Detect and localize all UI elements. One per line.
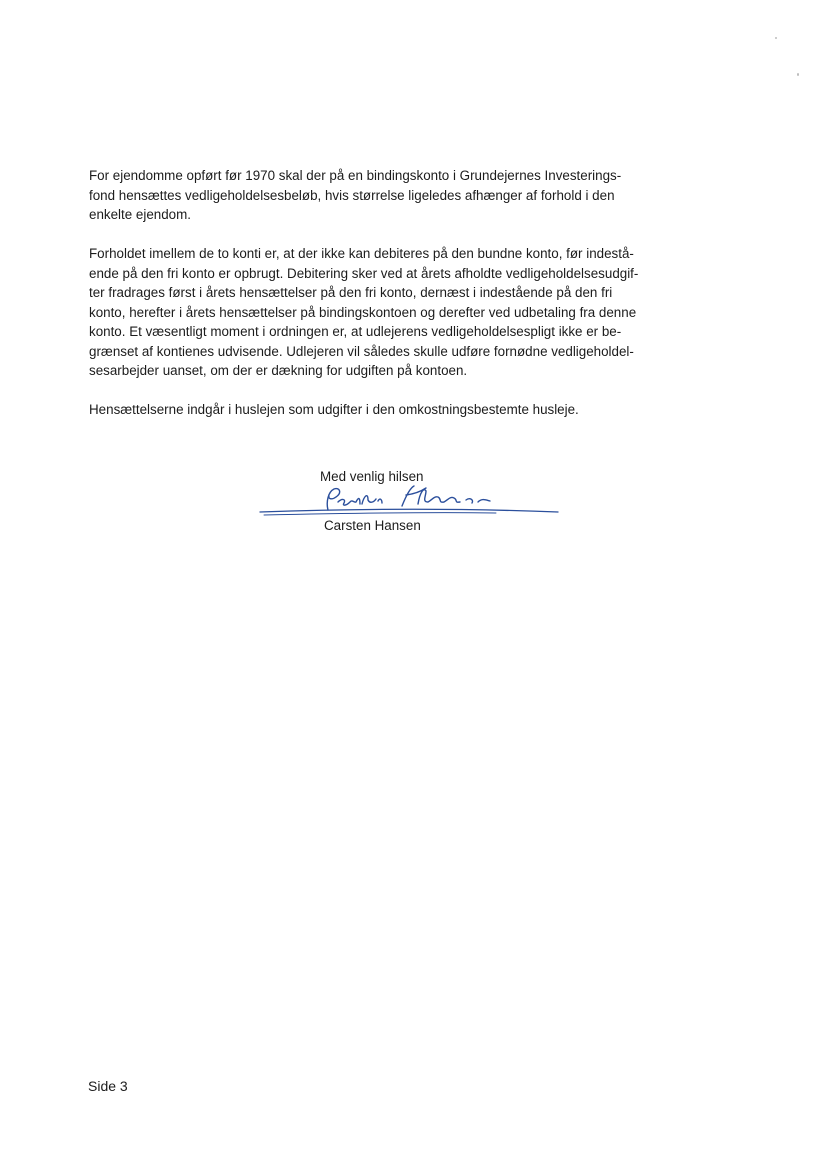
paragraph-3 bbox=[89, 400, 669, 420]
signer-name: Carsten Hansen bbox=[324, 518, 421, 533]
scan-artifact bbox=[775, 37, 777, 39]
text-line: ter fradrages først i årets hensættelser på den fri konto, dernæst i indestående på den fri bbox=[89, 285, 613, 300]
text-line: konto. Et væsentligt moment i ordningen er, at udlejerens vedligeholdelsespligt ikke er be- bbox=[89, 324, 622, 339]
paragraph-2 bbox=[89, 244, 669, 381]
text-line: grænset af kontienes udvisende. Udlejeren vil således skulle udføre fornødne vedligeholdel- bbox=[89, 343, 634, 359]
handwritten-signature bbox=[256, 482, 562, 518]
text-line: For ejendomme opført før 1970 skal der på en bindingskonto i Grundejernes Investerings- bbox=[89, 168, 622, 183]
text-line: Hensættelserne indgår i huslejen som udgifter i den omkostningsbestemte husleje. bbox=[89, 402, 579, 417]
paragraph-gap bbox=[89, 381, 669, 401]
paragraph-gap bbox=[89, 225, 669, 245]
letter-body bbox=[89, 166, 669, 420]
page-number: Side 3 bbox=[88, 1078, 128, 1094]
text-line: fond hensættes vedligeholdelsesbeløb, hvis størrelse ligeledes afhænger af forhold i den bbox=[89, 187, 615, 203]
text-line: ende på den fri konto er opbrugt. Debitering sker ved at årets afholdte vedligeholdelsesudgif- bbox=[89, 265, 639, 281]
text-line: Forholdet imellem de to konti er, at der ikke kan debiteres på den bundne konto, før indestå- bbox=[89, 246, 634, 261]
text-line: konto, herefter i årets hensættelser på bindingskontoen og derefter ved udbetaling fra denne bbox=[89, 304, 637, 320]
paragraph-1 bbox=[89, 166, 669, 225]
closing-salutation: Med venlig hilsen bbox=[320, 469, 424, 484]
text-line: enkelte ejendom. bbox=[89, 207, 191, 222]
scan-artifact bbox=[797, 73, 799, 76]
text-line: sesarbejder uanset, om der er dækning for udgiften på kontoen. bbox=[89, 363, 468, 378]
